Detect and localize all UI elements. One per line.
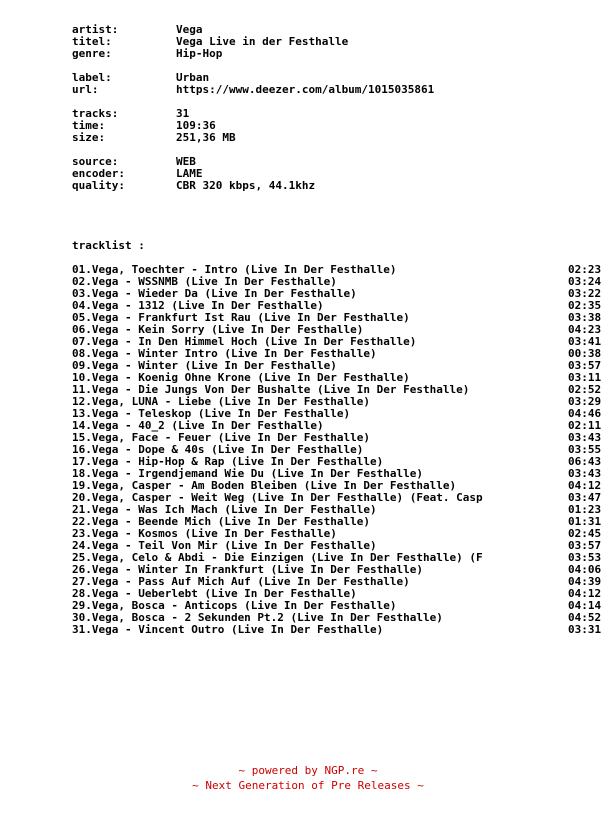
- info-value: Vega Live in der Festhalle: [176, 35, 349, 48]
- info-row-quality: [72, 179, 316, 192]
- track-title: 17.Vega - Hip-Hop & Rap (Live In Der Festhalle): [72, 455, 384, 468]
- footer-powered-by: ~ powered by NGP.re ~: [238, 764, 378, 777]
- track-title: 13.Vega - Teleskop (Live In Der Festhalle): [72, 407, 351, 420]
- info-value: LAME: [176, 167, 203, 180]
- track-title: 28.Vega - Ueberlebt (Live In Der Festhalle): [72, 587, 357, 600]
- info-label: url:: [72, 83, 99, 96]
- track-title: 16.Vega - Dope & 40s (Live In Der Festhalle): [72, 443, 364, 456]
- track-duration: 02:45: [568, 527, 602, 540]
- track-duration: 03:41: [568, 335, 602, 348]
- info-value: 31: [176, 107, 190, 120]
- track-title: 08.Vega - Winter Intro (Live In Der Festhalle): [72, 347, 377, 360]
- track-title: 27.Vega - Pass Auf Mich Auf (Live In Der Festhalle): [72, 575, 410, 588]
- track-duration: 03:57: [568, 539, 602, 552]
- track-title: 04.Vega - 1312 (Live In Der Festhalle): [72, 299, 324, 312]
- info-value: CBR 320 kbps, 44.1khz: [176, 179, 316, 192]
- track-title: 09.Vega - Winter (Live In Der Festhalle): [72, 359, 337, 372]
- info-row-genre: [72, 47, 223, 60]
- track-duration: 02:52: [568, 383, 602, 396]
- track-title: 03.Vega - Wieder Da (Live In Der Festhalle): [72, 287, 357, 300]
- track-title: 18.Vega - Irgendjemand Wie Du (Live In Der Festhalle): [72, 467, 423, 480]
- track-title: 06.Vega - Kein Sorry (Live In Der Festhalle): [72, 323, 364, 336]
- track-title: 10.Vega - Koenig Ohne Krone (Live In Der Festhalle): [72, 371, 410, 384]
- info-label: source:: [72, 155, 119, 168]
- info-value: Vega: [176, 23, 203, 36]
- track-duration: 03:57: [568, 359, 602, 372]
- info-label: titel:: [72, 35, 112, 48]
- info-value: Urban: [176, 71, 210, 84]
- track-title: 05.Vega - Frankfurt Ist Rau (Live In Der Festhalle): [72, 311, 410, 324]
- track-duration: 03:29: [568, 395, 602, 408]
- info-label: genre:: [72, 47, 112, 60]
- track-title: 14.Vega - 40_2 (Live In Der Festhalle): [72, 419, 324, 432]
- track-duration: 04:12: [568, 479, 602, 492]
- track-title: 23.Vega - Kosmos (Live In Der Festhalle): [72, 527, 337, 540]
- info-value: WEB: [176, 155, 196, 168]
- info-label: time:: [72, 119, 106, 132]
- track-duration: 03:53: [568, 551, 602, 564]
- track-duration: 03:43: [568, 467, 602, 480]
- track-duration: 00:38: [568, 347, 602, 360]
- track-duration: 06:43: [568, 455, 602, 468]
- info-label: tracks:: [72, 107, 119, 120]
- info-value: 109:36: [176, 119, 216, 132]
- track-row: [72, 624, 616, 636]
- track-duration: 01:23: [568, 503, 602, 516]
- track-duration: 03:43: [568, 431, 602, 444]
- track-title: 22.Vega - Beende Mich (Live In Der Festhalle): [72, 515, 371, 528]
- footer-tagline: ~ Next Generation of Pre Releases ~: [192, 779, 424, 792]
- track-duration: 01:31: [568, 515, 602, 528]
- track-duration: 04:39: [568, 575, 602, 588]
- track-title: 01.Vega, Toechter - Intro (Live In Der Festhalle): [72, 263, 397, 276]
- track-duration: 04:46: [568, 407, 602, 420]
- track-title: 24.Vega - Teil Von Mir (Live In Der Festhalle): [72, 539, 377, 552]
- track-title: 11.Vega - Die Jungs Von Der Bushalte (Live In Der Festhalle): [72, 383, 470, 396]
- info-row-url: [72, 83, 435, 96]
- track-duration: 03:47: [568, 491, 602, 504]
- track-title: 31.Vega - Vincent Outro (Live In Der Festhalle): [72, 623, 384, 636]
- track-duration: 03:31: [568, 623, 602, 636]
- tracklist: [72, 264, 616, 636]
- track-duration: 04:06: [568, 563, 602, 576]
- track-title: 15.Vega, Face - Feuer (Live In Der Festhalle): [72, 431, 371, 444]
- info-label: label:: [72, 71, 112, 84]
- track-duration: 03:55: [568, 443, 602, 456]
- track-title: 26.Vega - Winter In Frankfurt (Live In Der Festhalle): [72, 563, 423, 576]
- track-duration: 03:11: [568, 371, 602, 384]
- track-title: 12.Vega, LUNA - Liebe (Live In Der Festhalle): [72, 395, 371, 408]
- info-value: Hip-Hop: [176, 47, 223, 60]
- track-duration: 02:23: [568, 263, 602, 276]
- track-duration: 04:52: [568, 611, 602, 624]
- track-duration: 02:35: [568, 299, 602, 312]
- track-title: 25.Vega, Celo & Abdi - Die Einzigen (Live In Der Festhalle) (F: [72, 551, 483, 564]
- track-duration: 04:23: [568, 323, 602, 336]
- track-duration: 03:24: [568, 275, 602, 288]
- track-title: 07.Vega - In Den Himmel Hoch (Live In Der Festhalle): [72, 335, 417, 348]
- track-title: 02.Vega - WSSNMB (Live In Der Festhalle): [72, 275, 337, 288]
- info-label: encoder:: [72, 167, 125, 180]
- info-label: artist:: [72, 23, 119, 36]
- tracklist-heading: tracklist :: [72, 239, 145, 252]
- track-title: 20.Vega, Casper - Weit Weg (Live In Der Festhalle) (Feat. Casp: [72, 491, 483, 504]
- track-duration: 04:12: [568, 587, 602, 600]
- track-duration: 02:11: [568, 419, 602, 432]
- track-title: 19.Vega, Casper - Am Boden Bleiben (Live In Der Festhalle): [72, 479, 457, 492]
- track-title: 29.Vega, Bosca - Anticops (Live In Der Festhalle): [72, 599, 397, 612]
- info-row-size: [72, 131, 236, 144]
- info-label: quality:: [72, 179, 125, 192]
- info-value: https://www.deezer.com/album/1015035861: [176, 83, 435, 96]
- track-title: 30.Vega, Bosca - 2 Sekunden Pt.2 (Live In Der Festhalle): [72, 611, 443, 624]
- track-duration: 03:38: [568, 311, 602, 324]
- track-title: 21.Vega - Was Ich Mach (Live In Der Festhalle): [72, 503, 377, 516]
- info-value: 251,36 MB: [176, 131, 236, 144]
- info-label: size:: [72, 131, 106, 144]
- track-duration: 04:14: [568, 599, 602, 612]
- track-duration: 03:22: [568, 287, 602, 300]
